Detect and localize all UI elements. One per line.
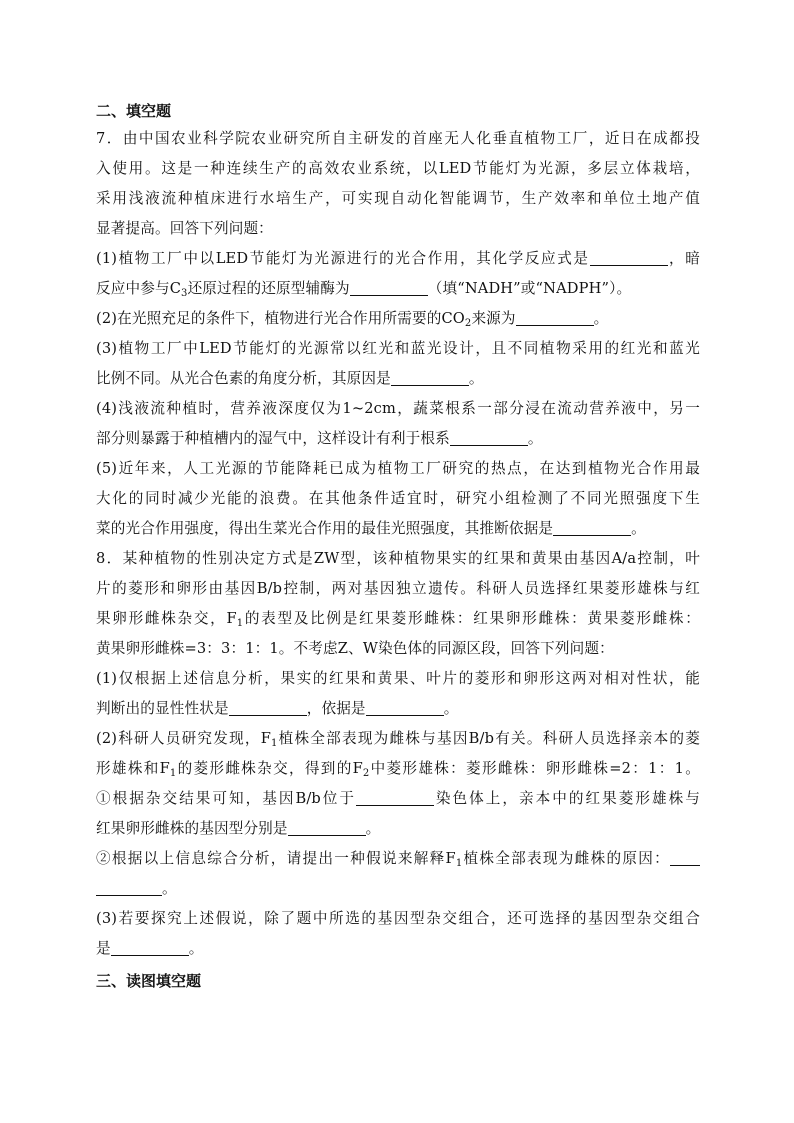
subscript: 3: [181, 288, 188, 299]
q8-3-answer-blank[interactable]: [111, 939, 189, 956]
q7-4-answer-blank[interactable]: [450, 429, 528, 446]
q7-stem-line-3: 采用浅液流种植床进行水培生产，可实现自动化智能调节，生产效率和单位土地产值: [96, 190, 700, 207]
q7-part-2: [96, 304, 700, 334]
q8-sub-1-text: ①根据杂交结果可知，基因B/b位于: [96, 790, 357, 807]
q7-part-5-line-2: 大化的同时减少光能的浪费。在其他条件适宜时，研究小组检测了不同光照强度下生: [96, 490, 700, 507]
subscript: 1: [169, 768, 177, 779]
q8-part-3-text: 是: [96, 940, 111, 957]
subscript: 2: [464, 318, 472, 329]
q7-stem-line-1: 7．由中国农业科学院农业研究所自主研发的首座无人化垂直植物工厂，近日在成都投: [96, 130, 700, 147]
q8-1-answer-blank-2[interactable]: [366, 699, 444, 716]
q7-part-3-line-2: [96, 364, 700, 394]
q7-stem-line-2: 入使用。这是一种连续生产的高效农业系统，以LED节能灯为光源，多层立体栽培，: [96, 160, 700, 177]
q7-part-3-text: 。: [468, 370, 484, 387]
q8-part-1-text: ，依据是: [306, 700, 366, 717]
q8-sub-1-line-1: [96, 784, 700, 814]
q7-part-5-text: 菜的光合作用强度，得出生菜光合作用的最佳光照强度，其推断依据是: [96, 520, 554, 537]
q7-part-5-text: 。: [631, 520, 646, 537]
q8-sub-1-text: 红果卵形雌株的基因型分别是: [96, 820, 288, 837]
q7-part-4-text: 。: [527, 430, 543, 447]
q7-part-1-text: （填“NADH”或“NADPH”）。: [427, 280, 632, 297]
q8-sub-2-line-2: [96, 874, 700, 904]
q7-part-1-text: 反应中参与C: [96, 280, 182, 297]
subscript: 1: [455, 858, 463, 869]
q7-part-1-text: 还原过程的还原型辅酶为: [187, 280, 350, 297]
subscript: 1: [236, 618, 244, 629]
q8-sub-2-line-1: [96, 844, 700, 874]
q8-sub-1-text: 。: [365, 820, 381, 837]
q8-2-1-answer-blank-2[interactable]: [288, 819, 366, 836]
q8-part-2-line-2: [96, 754, 700, 784]
q8-sub-2-text: 。: [162, 880, 177, 897]
q8-part-2-text: 形雄株和F: [96, 760, 170, 777]
q7-2-answer-blank[interactable]: [516, 309, 594, 326]
q8-part-1-text: 判断出的显性性状是: [96, 700, 229, 717]
q7-stem-line-4: 显著提高。回答下列问题：: [96, 220, 273, 237]
q7-part-5-line-3: [96, 514, 700, 544]
q7-3-answer-blank[interactable]: [391, 369, 469, 386]
q7-part-4-line-1: (4)浅液流种植时，营养液深度仅为1~2cm，蔬菜根系一部分浸在流动营养液中，另一: [96, 400, 700, 417]
q8-part-1-text: 。: [443, 700, 459, 717]
q8-sub-2-text: 植株全部表现为雌株的原因：: [462, 850, 671, 867]
q8-2-2-answer-blank-part-1[interactable]: [670, 849, 700, 866]
q8-stem-line-2: 片的菱形和卵形由基因B/b控制，两对基因独立遗传。科研人员选择红果菱形雄株与红: [96, 580, 700, 597]
q7-1-answer-blank-1[interactable]: [590, 249, 668, 266]
subscript: 2: [362, 768, 370, 779]
q8-part-2-text: 的菱形雌株杂交，得到的F: [176, 760, 363, 777]
q7-part-1-text: (1)植物工厂中以LED节能灯为光源进行的光合作用，其化学反应式是: [96, 250, 590, 267]
q8-part-1-line-2: [96, 694, 700, 724]
q8-part-2-text: 植株全部表现为雌株与基因B/b有关。科研人员选择亲本的菱: [277, 730, 701, 747]
q7-part-5-line-1: (5)近年来，人工光源的节能降耗已成为植物工厂研究的热点，在达到植物光合作用最: [96, 460, 700, 477]
q8-part-3-line-2: [96, 934, 700, 964]
q7-1-answer-blank-2[interactable]: [350, 279, 428, 296]
q7-5-answer-blank[interactable]: [553, 519, 631, 536]
q7-part-3-text: 比例不同。从光合色素的角度分析，其原因是: [96, 370, 391, 387]
q8-part-2-text: 中菱形雄株：菱形雌株：卵形雌株=2：1：1。: [369, 760, 700, 777]
q8-stem-text: 的表型及比例是红果菱形雌株：红果卵形雌株：黄果菱形雌株：: [243, 610, 700, 627]
q7-part-4-line-2: [96, 424, 700, 454]
q8-sub-2-text: ②根据以上信息综合分析，请提出一种假说来解释F: [96, 850, 456, 867]
q8-stem-line-4: 黄果卵形雌株=3：3：1：1。不考虑Z、W染色体的同源区段，回答下列问题：: [96, 640, 614, 657]
q7-part-3-line-1: (3)植物工厂中LED节能灯的光源常以红光和蓝光设计，且不同植物采用的红光和蓝光: [96, 340, 700, 357]
q8-part-2-line-1: [96, 724, 700, 754]
exam-page: [96, 98, 700, 994]
question-8: [96, 544, 700, 964]
subscript: 1: [271, 738, 278, 749]
q7-part-4-text: 部分则暴露于种植槽内的湿气中，这样设计有利于根系: [96, 430, 450, 447]
q8-part-3-line-1: (3)若要探究上述假说，除了题中所选的基因型杂交组合，还可选择的基因型杂交组合: [96, 910, 700, 927]
q8-part-1-line-1: (1)仅根据上述信息分析，果实的红果和黄果、叶片的菱形和卵形这两对相对性状，能: [96, 670, 700, 687]
q7-part-2-text: 来源为: [471, 310, 516, 327]
q7-part-1-line-2: [96, 274, 700, 304]
q8-1-answer-blank-1[interactable]: [229, 699, 307, 716]
question-7: [96, 124, 700, 544]
q8-part-3-text: 。: [188, 940, 204, 957]
q7-part-2-text: 。: [593, 310, 609, 327]
q7-part-1-line-1: [96, 244, 700, 274]
q7-part-1-text: ，暗: [667, 250, 700, 267]
q8-2-2-answer-blank-part-2[interactable]: [96, 879, 162, 896]
q8-stem-line-3: [96, 604, 700, 634]
q8-part-2-text: (2)科研人员研究发现，F: [96, 730, 272, 747]
q7-part-2-text: (2)在光照充足的条件下，植物进行光合作用所需要的CO: [96, 310, 465, 327]
q8-sub-1-text: 染色体上，亲本中的红果菱形雄株与: [434, 790, 700, 807]
section-3-title: 三、读图填空题: [96, 972, 202, 990]
section-2-title: 二、填空题: [96, 102, 172, 120]
q8-sub-1-line-2: [96, 814, 700, 844]
q8-stem-text: 果卵形雌株杂交，F: [96, 610, 237, 627]
q8-2-1-answer-blank-1[interactable]: [356, 789, 434, 806]
q8-stem-line-1: 8．某种植物的性别决定方式是ZW型，该种植物果实的红果和黄果由基因A/a控制，叶: [96, 550, 700, 567]
